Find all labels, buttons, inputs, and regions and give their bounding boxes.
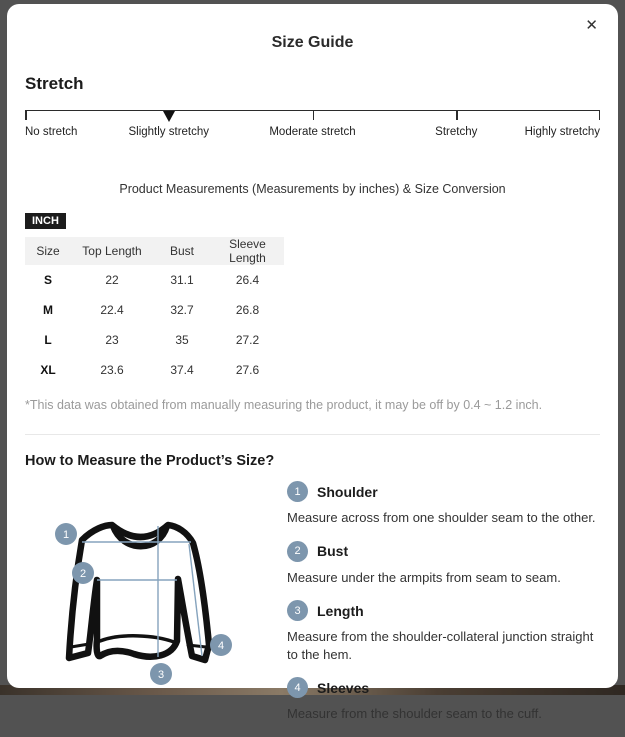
- value-cell: 26.8: [235, 303, 260, 317]
- stretch-scale: [25, 110, 600, 156]
- step-description: Measure from the shoulder-collateral junction straight to the hem.: [287, 629, 594, 662]
- table-row: [25, 295, 284, 325]
- table-row: [25, 265, 284, 295]
- value-cell: 32.7: [170, 303, 194, 317]
- measure-step-shoulder: [287, 481, 600, 527]
- table-row: [25, 325, 284, 355]
- marker-4-label: 4: [217, 640, 225, 652]
- scale-tick: [313, 111, 315, 120]
- value-cell: 23.6: [100, 363, 124, 377]
- measure-step-length: [287, 600, 600, 663]
- step-title: Length: [317, 602, 364, 619]
- size-table: [25, 237, 284, 385]
- measure-steps-list: [287, 473, 600, 737]
- column-header-top-length: Top Length: [71, 237, 153, 265]
- step-number-badge: 1: [287, 481, 308, 502]
- value-cell: 23: [105, 333, 119, 347]
- page-title: Size Guide: [271, 34, 354, 51]
- measurements-caption: Product Measurements (Measurements by inches) & Size Conversion: [119, 182, 506, 196]
- value-cell: 27.2: [235, 333, 260, 347]
- column-header-sleeve-length: Sleeve Length: [211, 237, 284, 265]
- unit-toggle-inch[interactable]: INCH: [25, 213, 66, 229]
- column-header-size: Size: [25, 237, 71, 265]
- step-number-badge: 3: [287, 600, 308, 621]
- measurement-disclaimer: *This data was obtained from manually measuring the product, it may be off by 0.4 ~ 1.2 inch.: [25, 398, 543, 412]
- step-description: Measure under the armpits from seam to seam.: [287, 569, 561, 585]
- step-description: Measure from the shoulder seam to the cuff.: [287, 706, 542, 722]
- measure-step-sleeves: [287, 677, 600, 723]
- table-header-row: [25, 237, 284, 265]
- close-icon[interactable]: ✕: [585, 17, 598, 34]
- sweater-right-cuff-seam: [188, 645, 206, 647]
- measure-step-bust: [287, 541, 600, 587]
- value-cell: 37.4: [170, 363, 194, 377]
- stretch-label: Highly stretchy: [524, 126, 600, 138]
- stretch-section-heading: Stretch: [25, 74, 84, 93]
- sweater-diagram-svg: [25, 473, 287, 715]
- value-cell: 22: [105, 273, 119, 287]
- stretch-label: Moderate stretch: [269, 126, 356, 138]
- table-row: [25, 355, 284, 385]
- size-guide-modal: [7, 4, 618, 722]
- value-cell: 27.6: [235, 363, 260, 377]
- scale-tick: [456, 111, 458, 120]
- marker-1-label: 1: [62, 529, 70, 541]
- size-cell: L: [44, 333, 52, 347]
- size-cell: S: [43, 273, 52, 287]
- step-title: Sleeves: [317, 679, 370, 696]
- size-cell: XL: [40, 363, 56, 377]
- value-cell: 31.1: [170, 273, 194, 287]
- step-description: Measure across from one shoulder seam to the other.: [287, 510, 596, 525]
- column-header-bust: Bust: [153, 237, 211, 265]
- step-number-badge: 2: [287, 541, 308, 562]
- step-title: Shoulder: [317, 483, 378, 500]
- stretch-label: No stretch: [25, 126, 78, 138]
- stretch-marker-icon: [163, 111, 175, 122]
- howto-heading: How to Measure the Product’s Size?: [25, 453, 275, 469]
- value-cell: 35: [175, 333, 189, 347]
- stretch-scale-bar: [25, 110, 600, 120]
- size-cell: M: [43, 303, 53, 317]
- step-title: Bust: [317, 543, 349, 560]
- value-cell: 22.4: [100, 303, 124, 317]
- marker-2-label: 2: [79, 568, 87, 580]
- stretch-label: Stretchy: [435, 126, 478, 138]
- value-cell: 26.4: [235, 273, 260, 287]
- marker-3-label: 3: [157, 669, 165, 681]
- stretch-label: Slightly stretchy: [128, 126, 210, 138]
- step-number-badge: 4: [287, 677, 308, 698]
- scale-tick: [25, 111, 27, 120]
- scale-tick: [599, 111, 601, 120]
- sweater-illustration: [25, 473, 287, 737]
- section-divider: [25, 434, 600, 435]
